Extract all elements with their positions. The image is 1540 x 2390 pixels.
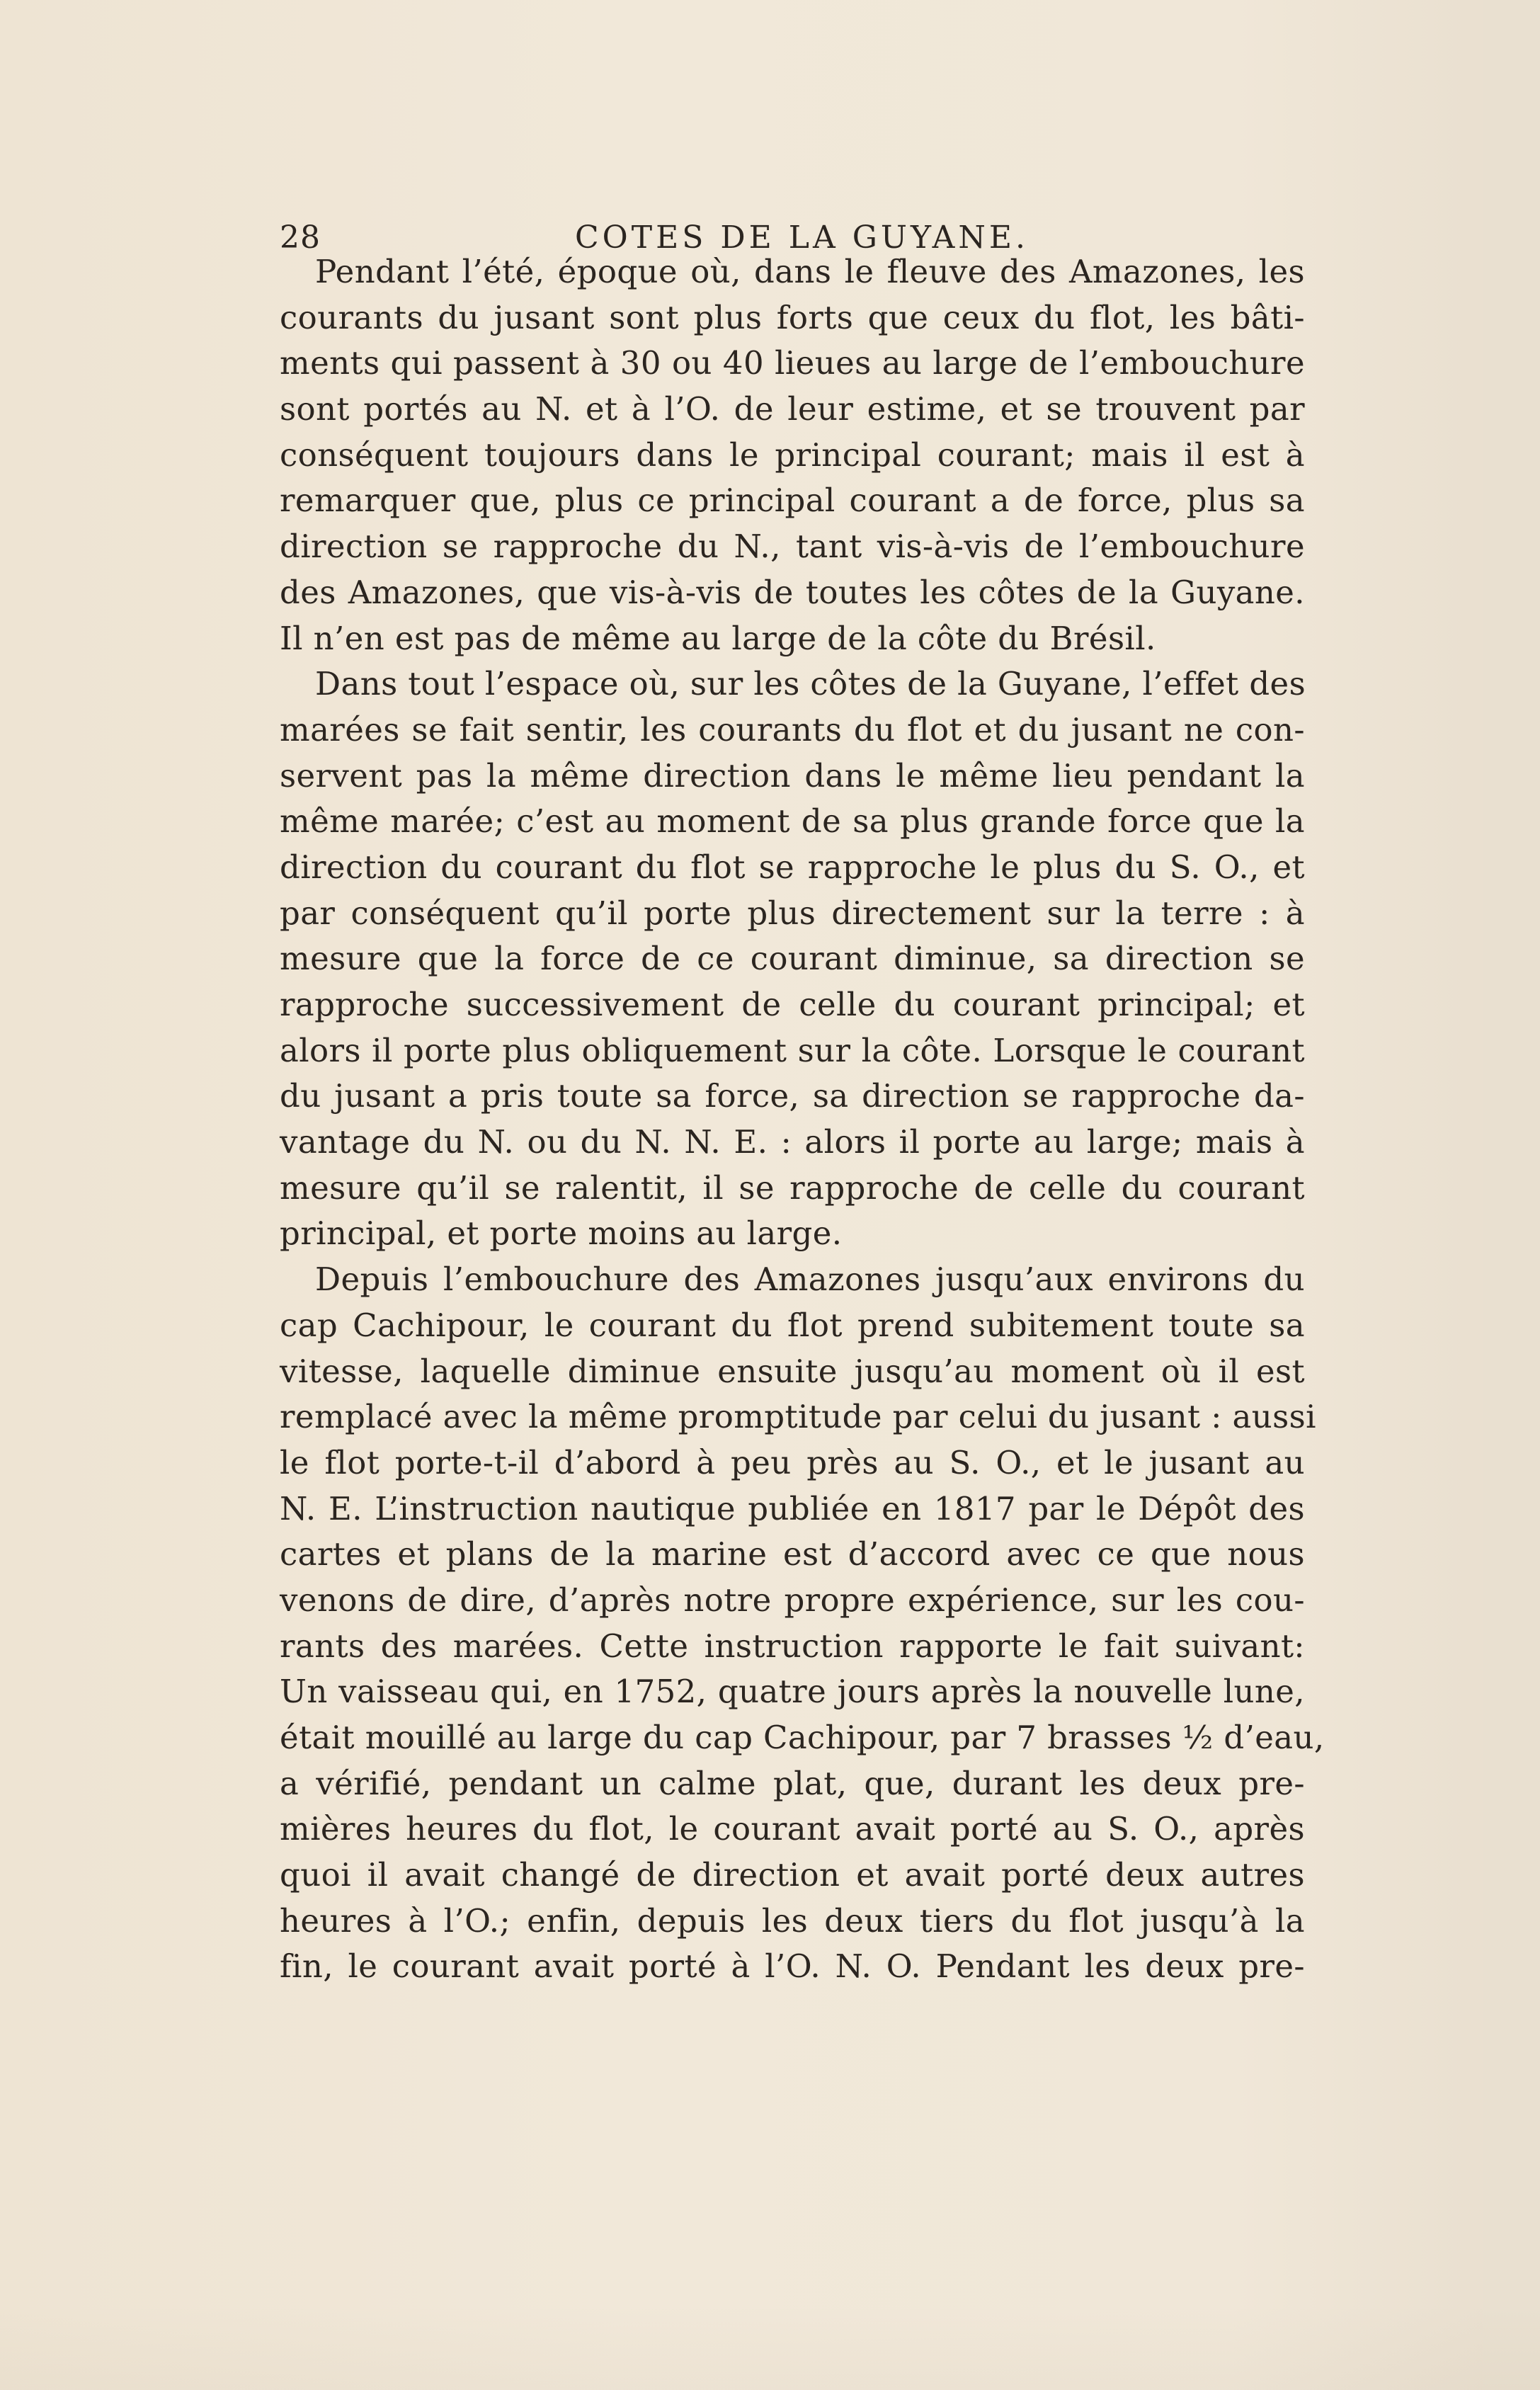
text-line: cap Cachipour, le courant du flot prend subitement toute sa [280, 1306, 1305, 1344]
text-line: le flot porte-t-il d’abord à peu près au S. O., et le jusant au [280, 1443, 1305, 1481]
text-line: cartes et plans de la marine est d’accord avec ce que nous [280, 1535, 1305, 1574]
text-line: était mouillé au large du cap Cachipour, par 7 brasses ½ d’eau, [280, 1719, 1325, 1756]
running-title: COTES DE LA GUYANE. [575, 220, 1029, 256]
text-line: venons de dire, d’après notre propre expérience, sur les cou- [280, 1581, 1305, 1619]
text-line: courants du jusant sont plus forts que ceux du flot, les bâti- [280, 298, 1305, 336]
text-line: mesure que la force de ce courant diminue, sa direction se [280, 940, 1305, 978]
text-line: du jusant a pris toute sa force, sa direction se rapproche da- [280, 1077, 1305, 1115]
text-line: a vérifié, pendant un calme plat, que, durant les deux pre- [280, 1764, 1305, 1802]
text-line: Pendant l’été, époque où, dans le fleuve des Amazones, les [315, 253, 1305, 290]
text-line: des Amazones, que vis-à-vis de toutes les côtes de la Guyane. [280, 573, 1305, 611]
text-line: ments qui passent à 30 ou 40 lieues au large de l’embouchure [280, 344, 1305, 382]
text-line: fin, le courant avait porté à l’O. N. O. Pendant les deux pre- [280, 1947, 1305, 1986]
text-line: vantage du N. ou du N. N. E. : alors il porte au large; mais à [280, 1123, 1305, 1161]
text-line: marées se fait sentir, les courants du flot et du jusant ne con- [280, 710, 1305, 749]
text-line: conséquent toujours dans le principal courant; mais il est à [280, 436, 1305, 474]
text-line: rapproche successivement de celle du courant principal; et [280, 986, 1305, 1023]
text-line: vitesse, laquelle diminue ensuite jusqu’au moment où il est [280, 1352, 1305, 1390]
text-line: par conséquent qu’il porte plus directement sur la terre : à [280, 894, 1305, 932]
text-line: servent pas la même direction dans le même lieu pendant la [280, 756, 1305, 795]
text-line: Dans tout l’espace où, sur les côtes de la Guyane, l’effet des [315, 665, 1306, 703]
text-line: remarquer que, plus ce principal courant a de force, plus sa [280, 482, 1305, 520]
text-line: Un vaisseau qui, en 1752, quatre jours après la nouvelle lune, [280, 1673, 1305, 1711]
text-line: N. E. L’instruction nautique publiée en 1817 par le Dépôt des [280, 1489, 1305, 1527]
body-text [280, 249, 1325, 1990]
page-edge [1483, 0, 1540, 2390]
page-shadow [0, 2305, 1540, 2390]
text-line: direction se rapproche du N., tant vis-à-vis de l’embouchure [280, 528, 1305, 566]
text-line: direction du courant du flot se rapproche le plus du S. O., et [280, 848, 1305, 886]
text-line: mières heures du flot, le courant avait porté au S. O., après [280, 1810, 1305, 1848]
text-line: sont portés au N. et à l’O. de leur estime, et se trouvent par [280, 390, 1305, 428]
text-line: alors il porte plus obliquement sur la côte. Lorsque le courant [280, 1031, 1305, 1069]
text-line: même marée; c’est au moment de sa plus grande force que la [280, 802, 1305, 841]
text-line: quoi il avait changé de direction et avait porté deux autres [280, 1856, 1305, 1894]
text-line: Depuis l’embouchure des Amazones jusqu’aux environs du [315, 1261, 1305, 1299]
text-line: heures à l’O.; enfin, depuis les deux tiers du flot jusqu’à la [280, 1901, 1305, 1940]
page-number: 28 [280, 220, 321, 256]
text-line: rants des marées. Cette instruction rapporte le fait suivant: [280, 1627, 1305, 1665]
text-line: Il n’en est pas de même au large de la côte du Brésil. [280, 619, 1156, 657]
text-line: principal, et porte moins au large. [280, 1214, 843, 1253]
text-line: mesure qu’il se ralentit, il se rapproche de celle du courant [280, 1168, 1305, 1207]
text-line: remplacé avec la même promptitude par celui du jusant : aussi [280, 1398, 1316, 1436]
